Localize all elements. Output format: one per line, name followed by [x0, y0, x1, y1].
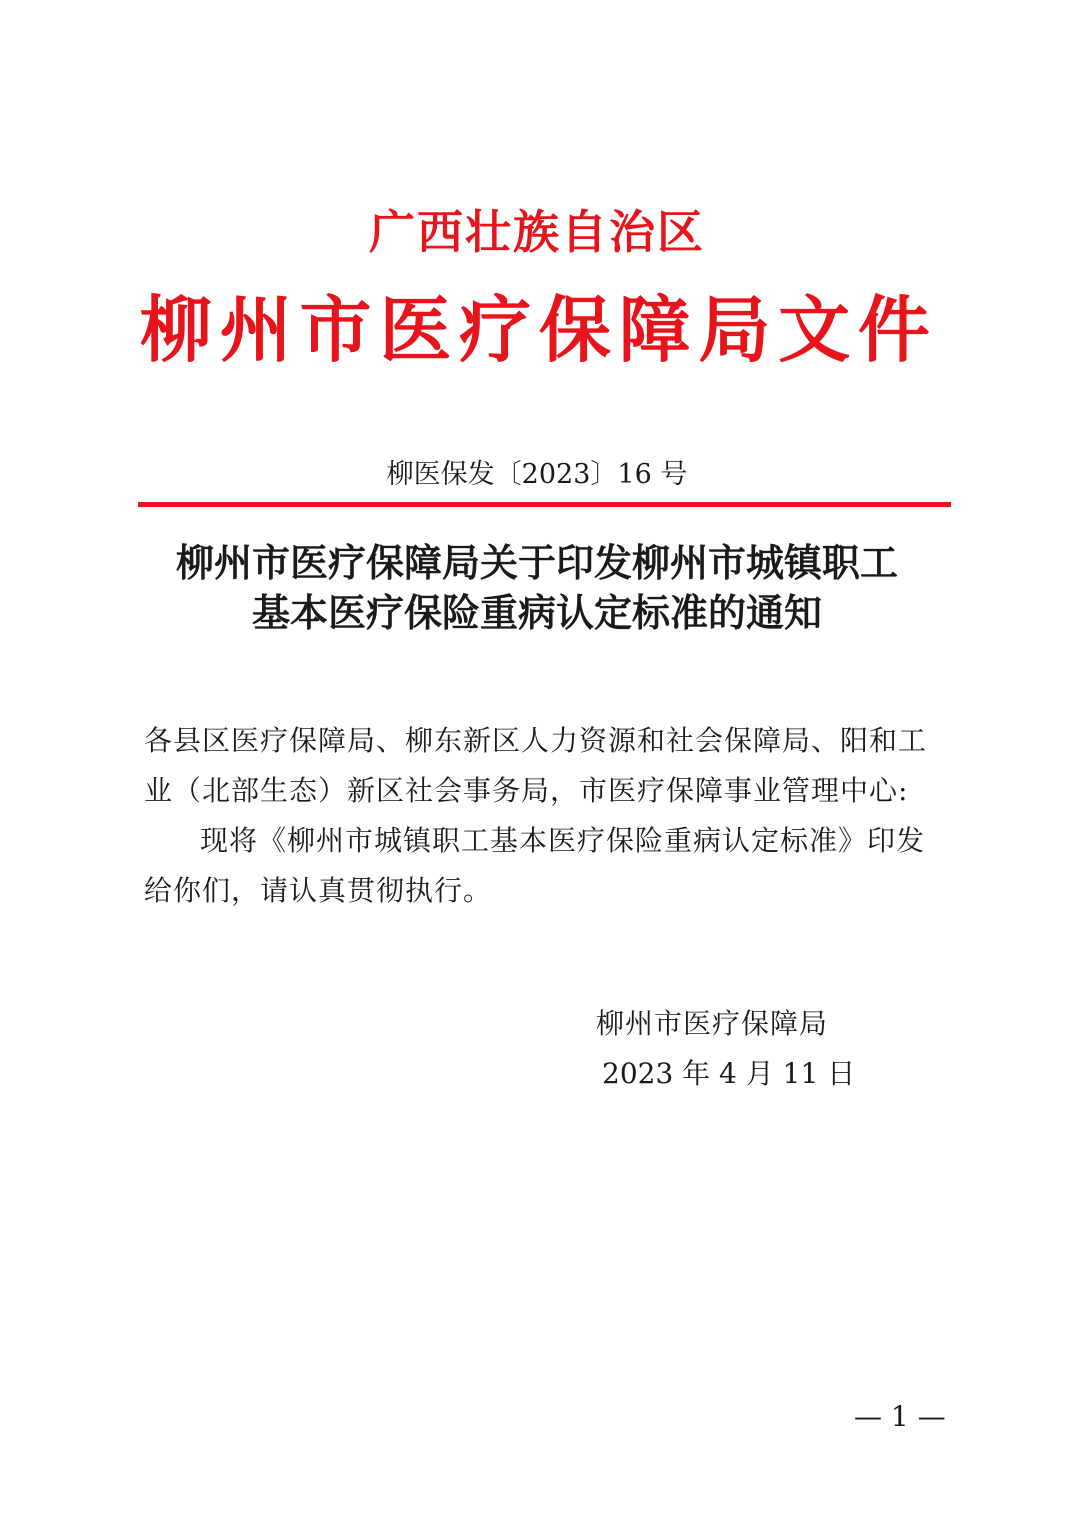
- issuer-char: 州: [219, 287, 292, 372]
- issuer-char: 柳: [140, 287, 213, 372]
- content-paragraph: 现将《柳州市城镇职工基本医疗保险重病认定标准》印发给你们，请认真贯彻执行。: [144, 824, 926, 907]
- issuer-char: 保: [538, 287, 611, 372]
- title-line: 柳州市医疗保障局关于印发柳州市城镇职工: [175, 540, 898, 585]
- signature-date: 2023 年 4 月 11 日: [602, 1057, 856, 1090]
- signature-organization: 柳州市医疗保障局: [596, 1007, 829, 1040]
- red-divider: [138, 502, 951, 507]
- issuer-char: 局: [698, 287, 771, 372]
- recipients-paragraph: 各县区医疗保障局、柳东新区人力资源和社会保障局、阳和工业（北部生态）新区社会事务局，市医疗保障事业管理中心:: [144, 724, 928, 807]
- title-line: 基本医疗保险重病认定标准的通知: [251, 590, 822, 635]
- document-number: 柳医保发〔2023〕16 号: [386, 459, 688, 490]
- issuer-char: 市: [299, 287, 372, 372]
- document-title: [0, 538, 1074, 638]
- document-body: [144, 716, 944, 916]
- issuer-char: 医: [379, 287, 452, 372]
- issuer-char: 文: [778, 287, 851, 372]
- issuer-char: 件: [857, 287, 930, 372]
- region-header: 广西壮族自治区: [369, 205, 705, 259]
- issuer-title: [140, 287, 930, 372]
- issuer-char: 疗: [459, 287, 532, 372]
- issuer-char: 障: [618, 287, 691, 372]
- page-number: — 1 —: [854, 1400, 946, 1433]
